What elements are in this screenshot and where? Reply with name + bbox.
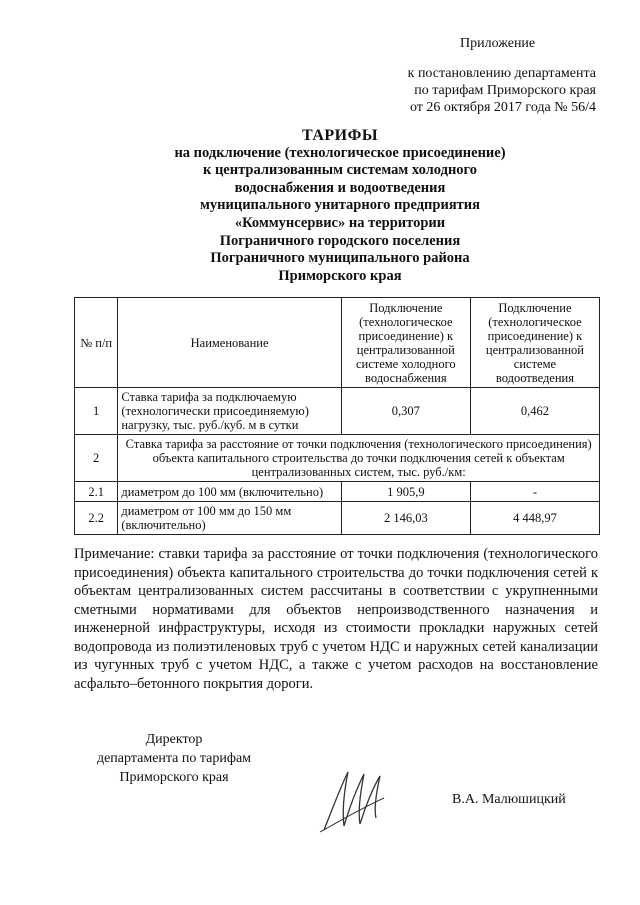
- title-line: к централизованным системам холодного: [202, 162, 478, 179]
- table-row: [75, 388, 600, 435]
- title-main: ТАРИФЫ: [301, 127, 379, 144]
- position-line: департамента по тарифам: [96, 751, 252, 766]
- title-line: Пограничного муниципального района: [210, 250, 470, 267]
- position-line: Директор: [145, 732, 203, 747]
- row-name: диаметром от 100 мм до 150 мм (включительно): [118, 502, 341, 535]
- row-sewer-value: 4 448,97: [470, 502, 599, 535]
- title-line: муниципального унитарного предприятия: [200, 197, 480, 214]
- table-row: [75, 435, 600, 482]
- annex-label: Приложение: [460, 36, 536, 51]
- signatory-name: В.А. Малюшицкий: [452, 792, 566, 807]
- table-row: [75, 502, 600, 535]
- row-name: диаметром до 100 мм (включительно): [118, 482, 341, 502]
- annex-line-2: по тарифам Приморского края: [414, 83, 596, 98]
- row-cold-value: 2 146,03: [341, 502, 470, 535]
- header-name: Наименование: [118, 298, 341, 388]
- row-num: 2: [75, 435, 118, 482]
- table-header-row: [75, 298, 600, 388]
- annex-line-1: к постановлению департамента: [407, 66, 596, 81]
- title-line: Приморского края: [278, 267, 402, 284]
- row-num: 1: [75, 388, 118, 435]
- row-num: 2.1: [75, 482, 118, 502]
- row-sewer-value: -: [470, 482, 599, 502]
- title-line: Пограничного городского поселения: [219, 232, 461, 249]
- position-line: Приморского края: [119, 770, 229, 785]
- header-sewerage: Подключение (технологическое присоединение) к централизованной системе водоотведения: [470, 298, 599, 388]
- row-cold-value: 0,307: [341, 388, 470, 435]
- row-name: Ставка тарифа за подключаемую (технологически присоединяемую) нагрузку, тыс. руб./куб. м в сутки: [118, 388, 341, 435]
- header-cold-water: Подключение (технологическое присоединение) к централизованной системе холодного водоснабжения: [341, 298, 470, 388]
- signatory-position: [74, 730, 274, 787]
- row-sewer-value: 0,462: [470, 388, 599, 435]
- document-title: [80, 127, 600, 285]
- annex-line-3: от 26 октября 2017 года № 56/4: [409, 100, 596, 115]
- title-line: на подключение (технологическое присоединение): [174, 144, 506, 161]
- header-num: № п/п: [75, 298, 118, 388]
- row-cold-value: 1 905,9: [341, 482, 470, 502]
- handwritten-signature: [318, 766, 388, 836]
- table-row: [75, 482, 600, 502]
- row-num: 2.2: [75, 502, 118, 535]
- title-line: «Коммунсервис» на территории: [234, 214, 446, 231]
- title-line: водоснабжения и водоотведения: [234, 179, 446, 196]
- note-paragraph: Примечание: ставки тарифа за расстояние от точки подключения (технологического присоединения) объекта капитального строительства до точки подключения сетей к объектам централизованных систем рассчитаны в соответствии с укрупненными сметными нормативами для объектов непроизводственного назначения и инженерной инфраструктуры, исходя из стоимости прокладки наружных сетей водопровода из полиэтиленовых труб с учетом НДС и наружных сетей канализации из чугунных труб с учетом НДС, а также с учетом расходов на восстановление асфальто–бетонного покрытия дороги.: [74, 546, 598, 692]
- tariff-table: [74, 297, 600, 535]
- row-name: Ставка тарифа за расстояние от точки подключения (технологического присоединения) объекта капитального строительства до точки подключения сетей к объектам централизованных систем, тыс. руб./км:: [118, 435, 600, 482]
